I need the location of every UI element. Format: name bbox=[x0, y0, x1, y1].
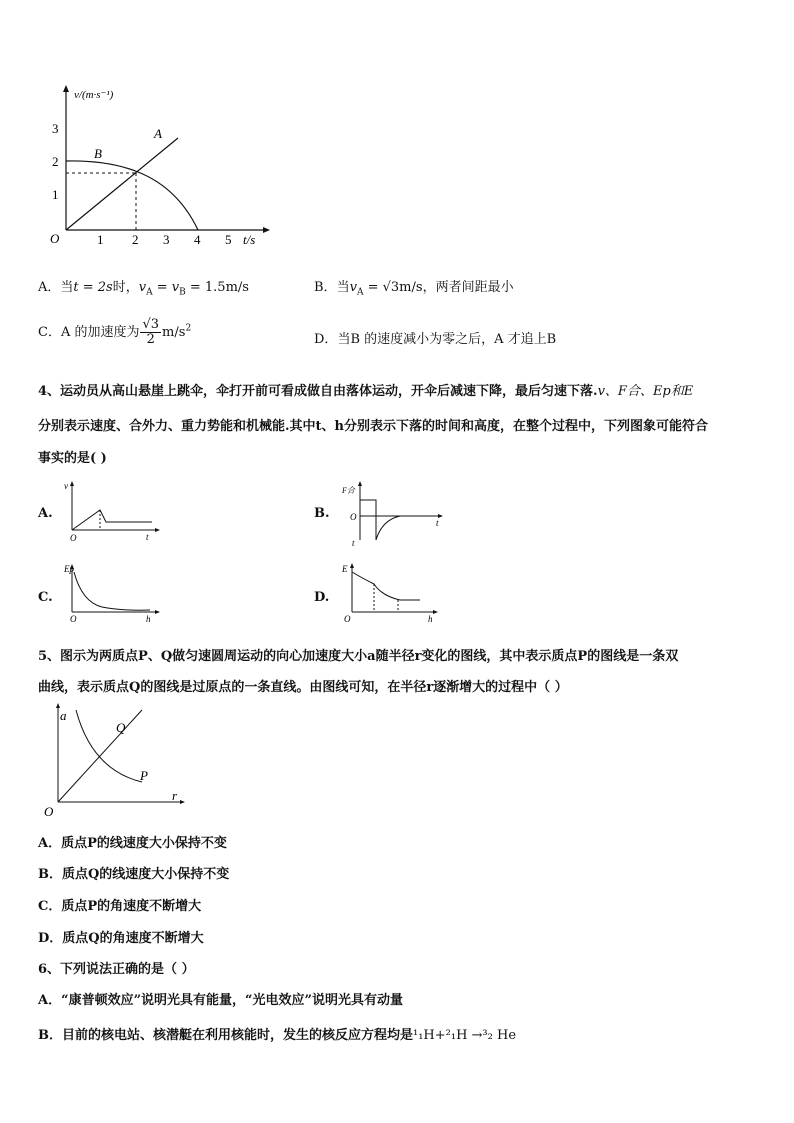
x-tick: 2 bbox=[132, 232, 139, 247]
origin-label: O bbox=[44, 804, 54, 818]
x-tick: 3 bbox=[163, 232, 170, 247]
t-label: t bbox=[352, 538, 355, 548]
q4-graph-b bbox=[340, 478, 450, 548]
y-tick: 2 bbox=[52, 154, 59, 169]
y-label: E bbox=[342, 564, 348, 574]
q5-stem-line1: 5、图示为两质点P、Q做匀速圆周运动的向心加速度大小a随半径r变化的图线，其中表示质点P的图线是一条双 bbox=[38, 649, 679, 664]
q6-stem: 6、下列说法正确的是（ ） bbox=[38, 962, 195, 977]
y-label: a bbox=[60, 708, 67, 723]
y-label: Ep bbox=[64, 564, 74, 574]
text: 当B 的速度减小为零之后，A 才追上B bbox=[337, 332, 557, 347]
q4-option-c: C. bbox=[38, 590, 53, 605]
q5-stem-line2: 曲线，表示质点Q的图线是过原点的一条直线。由图线可知，在半径r逐渐增大的过程中（ ） bbox=[38, 680, 568, 695]
x-label: r bbox=[172, 788, 178, 803]
q5-graph bbox=[42, 700, 192, 818]
math: t = 2s bbox=[73, 280, 113, 295]
subscript: A bbox=[146, 287, 153, 298]
q3-option-a bbox=[38, 276, 249, 298]
q4-option-a: A. bbox=[38, 506, 53, 521]
y-axis-label: v/(m·s⁻¹) bbox=[74, 89, 114, 101]
text: B．目前的核电站、核潜艇在利用核能时，发生的核反应方程均是 bbox=[38, 1028, 413, 1043]
subscript: A bbox=[356, 287, 364, 298]
option-letter: B． bbox=[314, 280, 337, 295]
text: ，两者间距最小 bbox=[422, 280, 514, 295]
x-tick: 4 bbox=[194, 232, 201, 247]
q5-option-c: C．质点P的角速度不断增大 bbox=[38, 899, 202, 914]
q6-option-a: A．“康普顿效应”说明光具有能量，“光电效应”说明光具有动量 bbox=[38, 993, 403, 1008]
q5-option-d: D．质点Q的角速度不断增大 bbox=[38, 931, 204, 946]
subscript: B bbox=[179, 287, 186, 298]
q5-option-a: A．质点P的线速度大小保持不变 bbox=[38, 836, 227, 851]
origin-label: O bbox=[350, 512, 357, 522]
unit: m/s bbox=[399, 280, 423, 295]
text: 4、运动员从高山悬崖上跳伞，伞打开前可看成做自由落体运动，开伞后减速下降，最后匀速下落. bbox=[38, 384, 598, 399]
curve-b-label: B bbox=[94, 146, 102, 161]
y-tick: 1 bbox=[52, 187, 59, 202]
y-tick: 3 bbox=[52, 121, 59, 136]
option-letter: A． bbox=[38, 280, 61, 295]
numerator: √3 bbox=[142, 317, 160, 332]
vt-graph bbox=[48, 80, 278, 250]
q3-option-c bbox=[38, 318, 191, 347]
text: 当 bbox=[60, 280, 74, 295]
q3-option-d bbox=[314, 328, 556, 347]
denominator: 2 bbox=[146, 332, 155, 347]
q6-option-b bbox=[38, 1024, 516, 1043]
y-label: F合 bbox=[342, 486, 355, 495]
nuclear-equation: ¹₁H+²₁H →³₂ He bbox=[413, 1028, 517, 1043]
math: v bbox=[138, 280, 147, 295]
q4-stem-line2: 分别表示速度、合外力、重力势能和机械能.其中t、h分别表示下落的时间和高度，在整个过程中，下列图象可能符合 bbox=[38, 419, 708, 434]
x-label: h bbox=[428, 614, 433, 624]
math: = 1.5m/s bbox=[185, 280, 249, 295]
origin-label: O bbox=[50, 231, 60, 246]
origin-label: O bbox=[70, 614, 77, 622]
option-letter: C． bbox=[38, 325, 61, 340]
q4-option-b: B. bbox=[314, 506, 330, 521]
q4-stem-line1 bbox=[38, 380, 693, 399]
origin-label: O bbox=[344, 614, 351, 624]
text: v、F合、Ep和E bbox=[597, 384, 694, 399]
fraction bbox=[140, 318, 161, 347]
y-label: v bbox=[64, 481, 68, 491]
text: 时， bbox=[112, 280, 139, 295]
p-label: P bbox=[140, 768, 148, 783]
q5-option-b: B．质点Q的线速度大小保持不变 bbox=[38, 867, 230, 882]
option-letter: D． bbox=[314, 332, 338, 347]
text: A 的加速度为 bbox=[60, 325, 140, 340]
q3-option-b bbox=[314, 276, 514, 298]
q4-graph-a bbox=[62, 478, 162, 543]
superscript: 2 bbox=[185, 323, 192, 334]
q4-option-d: D. bbox=[314, 590, 330, 605]
x-label: t bbox=[436, 518, 439, 528]
x-label: t bbox=[146, 532, 149, 542]
x-tick: 5 bbox=[225, 232, 232, 247]
curve-a-label: A bbox=[154, 126, 162, 141]
math: = bbox=[363, 280, 383, 295]
text: 当 bbox=[336, 280, 350, 295]
math: = v bbox=[152, 280, 180, 295]
q4-stem-line3: 事实的是( ) bbox=[38, 451, 107, 466]
origin-label: O bbox=[70, 533, 77, 543]
q-label: Q bbox=[116, 720, 126, 735]
x-tick: 1 bbox=[97, 232, 104, 247]
unit: m/s bbox=[162, 325, 186, 340]
q4-graph-d bbox=[340, 560, 440, 624]
x-axis-label: t/s bbox=[243, 232, 256, 247]
q4-graph-c bbox=[62, 562, 162, 622]
sqrt: √3 bbox=[382, 280, 400, 295]
math: v bbox=[349, 280, 357, 295]
x-label: h bbox=[146, 614, 151, 622]
